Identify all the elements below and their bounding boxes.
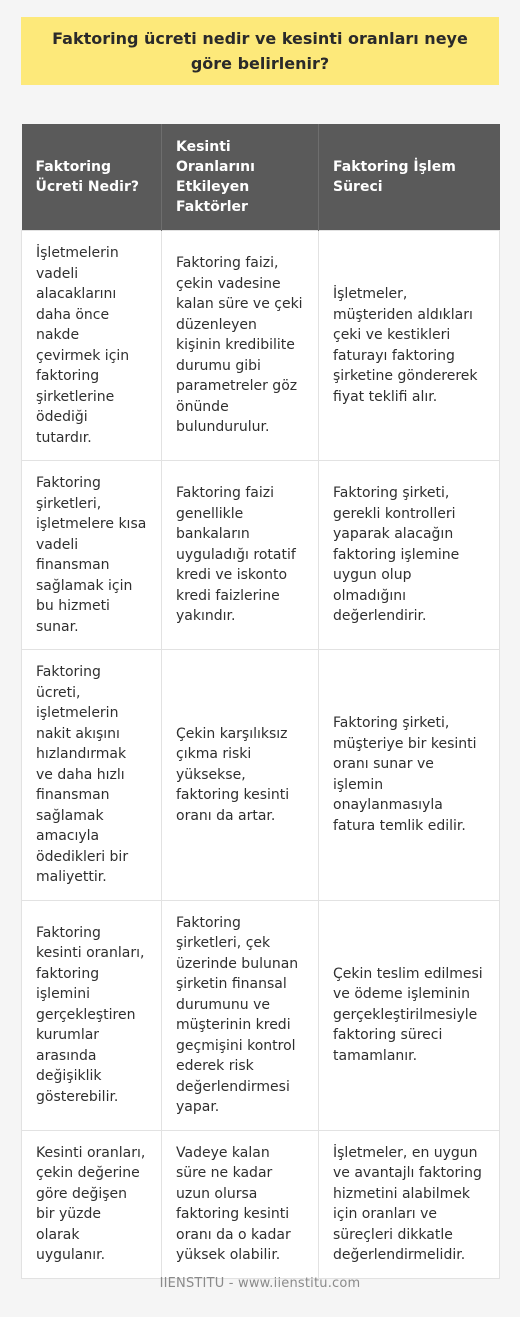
header-kesinti-faktorleri: Kesinti Oranlarını Etkileyen Faktörler (162, 124, 319, 231)
title-banner (21, 17, 499, 85)
table-cell: Faktoring ücreti, işletmelerin nakit akışını hızlandırmak ve daha hızlı finansman sağlamak amacıyla ödedikleri bir maliyettir. (22, 650, 162, 901)
page-title: Faktoring ücreti nedir ve kesinti oranları neye göre belirlenir? (52, 29, 468, 73)
table-cell: Çekin teslim edilmesi ve ödeme işleminin gerçekleştirilmesiyle faktoring süreci tamamlanır. (319, 900, 500, 1130)
header-islem-sureci: Faktoring İşlem Süreci (319, 124, 500, 231)
table-cell: Kesinti oranları, çekin değerine göre değişen bir yüzde olarak uygulanır. (22, 1130, 162, 1278)
comparison-table (21, 124, 500, 1279)
table-header-row (22, 124, 500, 231)
table-row (22, 1130, 500, 1278)
table-cell: Faktoring faizi, çekin vadesine kalan süre ve çeki düzenleyen kişinin kredibilite durumu gibi parametreler göz önünde bulundurulur. (162, 231, 319, 461)
table-row (22, 650, 500, 901)
table-cell: Faktoring şirketi, müşteriye bir kesinti oranı sunar ve işlemin onaylanmasıyla fatura temlik edilir. (319, 650, 500, 901)
table-cell: Faktoring şirketi, gerekli kontrolleri yaparak alacağın faktoring işlemine uygun olup olmadığını değerlendirir. (319, 461, 500, 650)
table-cell: İşletmeler, müşteriden aldıkları çeki ve kestikleri faturayı faktoring şirketine göndererek fiyat teklifi alır. (319, 231, 500, 461)
header-faktoring-ucreti: Faktoring Ücreti Nedir? (22, 124, 162, 231)
table-cell: Çekin karşılıksız çıkma riski yüksekse, faktoring kesinti oranı da artar. (162, 650, 319, 901)
table-row (22, 900, 500, 1130)
table-row (22, 231, 500, 461)
table-cell: Faktoring şirketleri, işletmelere kısa vadeli finansman sağlamak için bu hizmeti sunar. (22, 461, 162, 650)
table-cell: Faktoring şirketleri, çek üzerinde bulunan şirketin finansal durumunu ve müşterinin kredi geçmişini kontrol ederek risk değerlendirmesi yapar. (162, 900, 319, 1130)
table-cell: İşletmeler, en uygun ve avantajlı faktoring hizmetini alabilmek için oranları ve süreçleri dikkatle değerlendirmelidir. (319, 1130, 500, 1278)
footer-credit: IIENSTITU - www.iienstitu.com (159, 1276, 361, 1291)
table-cell: Faktoring faizi genellikle bankaların uyguladığı rotatif kredi ve iskonto kredi faizlerine yakındır. (162, 461, 319, 650)
table-cell: İşletmelerin vadeli alacaklarını daha önce nakde çevirmek için faktoring şirketlerine ödediği tutardır. (22, 231, 162, 461)
table-cell: Vadeye kalan süre ne kadar uzun olursa faktoring kesinti oranı da o kadar yüksek olabilir. (162, 1130, 319, 1278)
table-cell: Faktoring kesinti oranları, faktoring işlemini gerçekleştiren kurumlar arasında değişiklik gösterebilir. (22, 900, 162, 1130)
table-row (22, 461, 500, 650)
